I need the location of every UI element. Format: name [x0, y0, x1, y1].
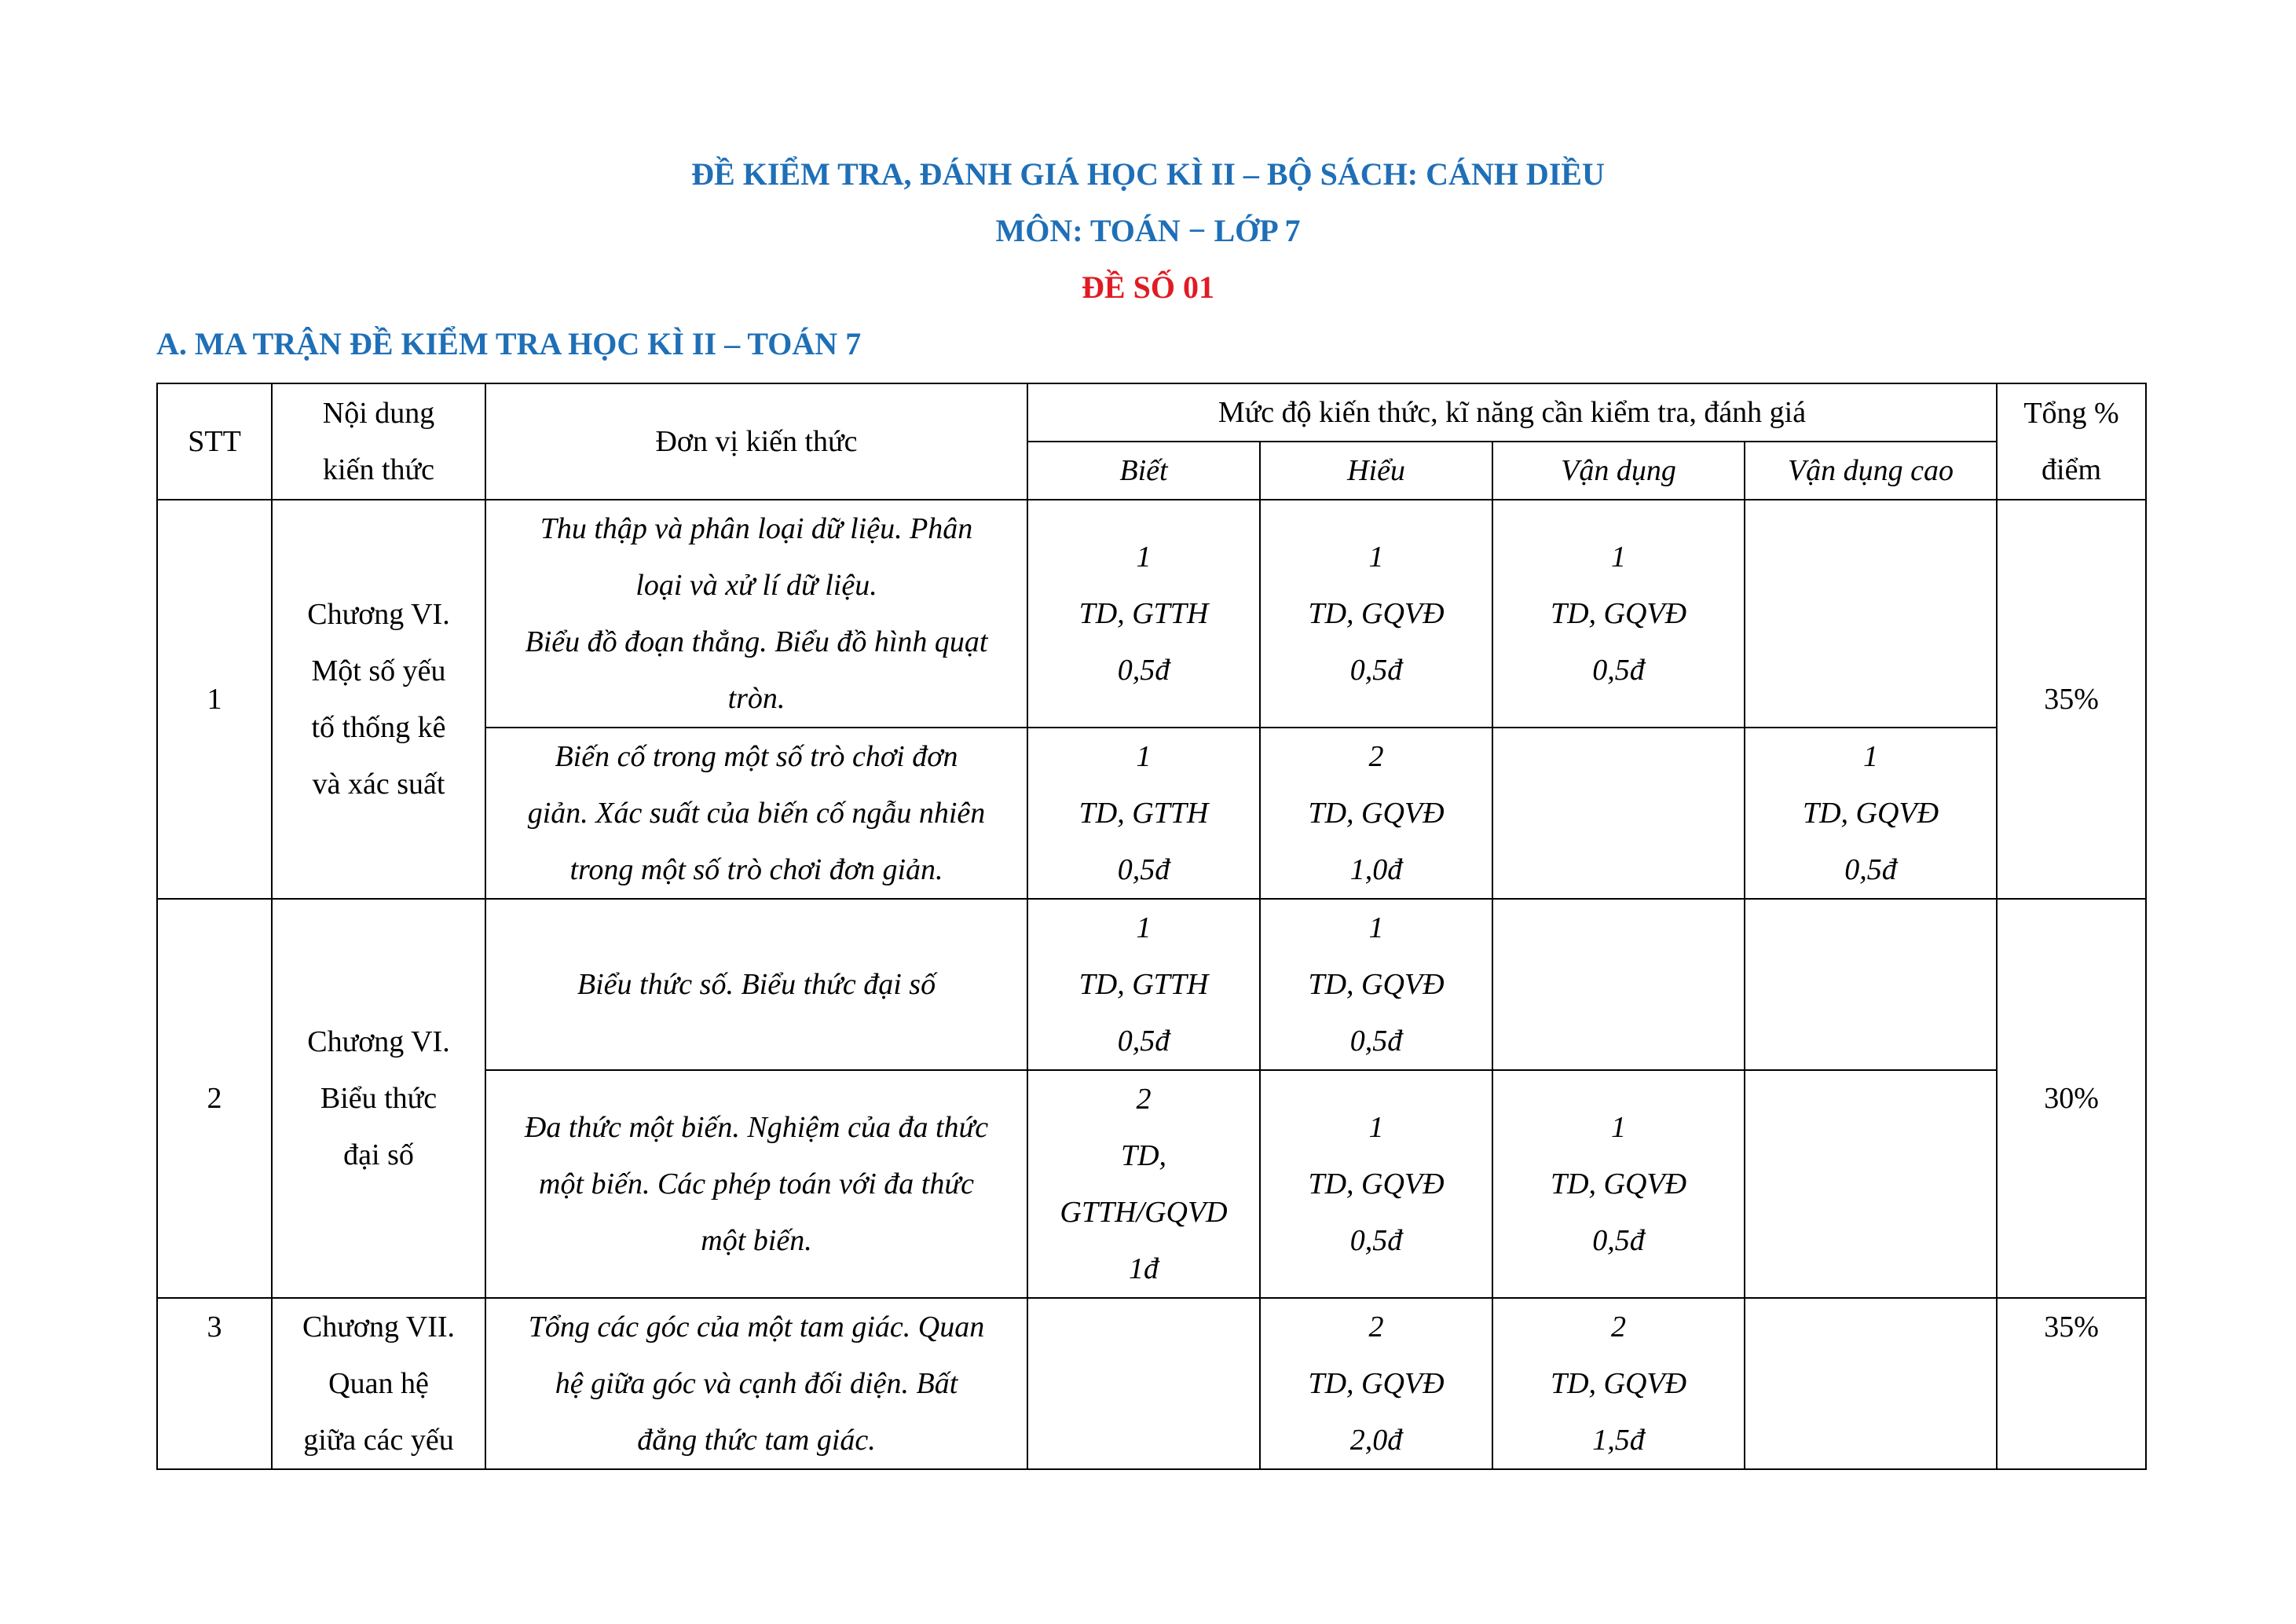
cell-line: hệ giữa góc và cạnh đối diện. Bất — [555, 1367, 958, 1400]
cell-line: 0,5đ — [1117, 853, 1170, 886]
cell-line: đại số — [343, 1138, 414, 1171]
cell-van-dung-cao — [1745, 728, 1997, 899]
cell-line: và xác suất — [312, 768, 445, 801]
cell-line: TD, GQVĐ — [1308, 1367, 1445, 1400]
table-row — [157, 500, 2146, 728]
cell-hieu — [1260, 899, 1492, 1070]
cell-line: 0,5đ — [1349, 654, 1403, 687]
exam-matrix-table — [156, 383, 2147, 1470]
cell-hieu — [1260, 1070, 1492, 1298]
cell-hieu — [1260, 728, 1492, 899]
cell-line: TD, GQVĐ — [1308, 968, 1445, 1001]
cell-line: Biểu thức — [320, 1082, 438, 1115]
header-level-van-dung-cao: Vận dụng cao — [1745, 442, 1997, 500]
header-content-line: kiến thức — [323, 453, 434, 486]
cell-line: loại và xử lí dữ liệu. — [635, 569, 877, 602]
row-content — [272, 1298, 485, 1469]
cell-line: 1 — [1136, 911, 1152, 944]
exam-number: ĐỀ SỐ 01 — [1082, 269, 1214, 305]
cell-line: TD, GQVĐ — [1308, 1168, 1445, 1201]
header-unit: Đơn vị kiến thức — [485, 383, 1027, 500]
cell-van-dung-cao — [1745, 899, 1997, 1070]
cell-hieu — [1260, 500, 1492, 728]
cell-hieu — [1260, 1298, 1492, 1469]
cell-line: Biểu thức số. Biểu thức đại số — [577, 968, 936, 1001]
section-heading: A. MA TRẬN ĐỀ KIỂM TRA HỌC KÌ II – TOÁN 7 — [156, 326, 862, 361]
header-level-group: Mức độ kiến thức, kĩ năng cần kiểm tra, đánh giá — [1027, 383, 1997, 442]
cell-line: 1 — [1611, 1111, 1626, 1144]
cell-line: 2 — [1368, 740, 1384, 773]
table-row — [157, 1298, 2146, 1469]
cell-line: 1 — [1136, 740, 1152, 773]
cell-biet — [1027, 899, 1260, 1070]
cell-line: Tổng các góc của một tam giác. Quan — [528, 1311, 985, 1344]
cell-line: 1 — [1863, 740, 1878, 773]
row-unit — [485, 1298, 1027, 1469]
cell-line: TD, GTTH — [1078, 597, 1209, 630]
header-total — [1997, 383, 2146, 500]
cell-line: TD, GTTH — [1078, 968, 1209, 1001]
cell-line: TD, GQVĐ — [1550, 1168, 1687, 1201]
row-total: 30% — [1997, 899, 2146, 1298]
row-unit — [485, 728, 1027, 899]
cell-line: 0,5đ — [1592, 1224, 1645, 1257]
cell-line: 1 — [1136, 541, 1152, 574]
cell-biet — [1027, 1298, 1260, 1469]
table-row — [157, 899, 2146, 1070]
row-stt: 2 — [157, 899, 272, 1298]
header-content-line: Nội dung — [322, 397, 435, 430]
header-level-hieu: Hiểu — [1260, 442, 1492, 500]
cell-biet — [1027, 500, 1260, 728]
cell-line: TD, GQVĐ — [1308, 797, 1445, 830]
subject-title: MÔN: TOÁN − LỚP 7 — [995, 213, 1301, 248]
cell-van-dung — [1492, 899, 1745, 1070]
cell-line: giữa các yếu — [303, 1424, 454, 1457]
cell-line: TD, GQVĐ — [1308, 597, 1445, 630]
cell-line: TD, GQVĐ — [1550, 1367, 1687, 1400]
cell-line: một biến. Các phép toán với đa thức — [539, 1168, 974, 1201]
cell-line: Biến cố trong một số trò chơi đơn — [555, 740, 958, 773]
cell-line: 0,5đ — [1117, 654, 1170, 687]
row-unit — [485, 500, 1027, 728]
cell-line: 0,5đ — [1117, 1025, 1170, 1058]
cell-line: Đa thức một biến. Nghiệm của đa thức — [524, 1111, 989, 1144]
cell-van-dung-cao — [1745, 1298, 1997, 1469]
row-content — [272, 500, 485, 899]
cell-line: 1đ — [1129, 1252, 1159, 1285]
row-unit — [485, 899, 1027, 1070]
cell-van-dung — [1492, 728, 1745, 899]
cell-line: tố thống kê — [311, 711, 446, 744]
cell-van-dung-cao — [1745, 1070, 1997, 1298]
cell-line: một biến. — [701, 1224, 812, 1257]
cell-line: 0,5đ — [1349, 1224, 1403, 1257]
cell-line: Biểu đồ đoạn thẳng. Biểu đồ hình quạt — [525, 625, 988, 658]
cell-line: 1 — [1368, 1111, 1384, 1144]
cell-line: 2 — [1611, 1311, 1626, 1344]
header-content — [272, 383, 485, 500]
row-unit — [485, 1070, 1027, 1298]
cell-van-dung — [1492, 1298, 1745, 1469]
cell-line: đẳng thức tam giác. — [637, 1424, 876, 1457]
header-level-biet: Biết — [1027, 442, 1260, 500]
header-row — [157, 383, 2146, 442]
cell-line: TD, GTTH — [1078, 797, 1209, 830]
cell-line: 1 — [1368, 911, 1384, 944]
header-stt: STT — [157, 383, 272, 500]
cell-line: tròn. — [727, 682, 785, 715]
cell-line: giản. Xác suất của biến cố ngẫu nhiên — [527, 797, 986, 830]
row-total: 35% — [1997, 500, 2146, 899]
cell-biet — [1027, 728, 1260, 899]
cell-van-dung — [1492, 500, 1745, 728]
exam-title: ĐỀ KIỂM TRA, ĐÁNH GIÁ HỌC KÌ II – BỘ SÁCH: CÁNH DIỀU — [691, 156, 1605, 192]
row-stt: 1 — [157, 500, 272, 899]
cell-line: 2 — [1136, 1083, 1152, 1116]
header-level-van-dung: Vận dụng — [1492, 442, 1745, 500]
cell-line: trong một số trò chơi đơn giản. — [569, 853, 943, 886]
cell-line: TD, GQVĐ — [1550, 597, 1687, 630]
cell-line: Quan hệ — [328, 1367, 429, 1400]
cell-line: 1 — [1368, 541, 1384, 574]
cell-line: Thu thập và phân loại dữ liệu. Phân — [540, 512, 973, 545]
row-content — [272, 899, 485, 1298]
cell-line: 2 — [1368, 1311, 1384, 1344]
row-stt: 3 — [157, 1298, 272, 1469]
cell-line: 1 — [1611, 541, 1626, 574]
cell-van-dung-cao — [1745, 500, 1997, 728]
cell-line: 0,5đ — [1844, 853, 1897, 886]
cell-line: TD, GQVĐ — [1802, 797, 1939, 830]
cell-line: 0,5đ — [1349, 1025, 1403, 1058]
header-total-line: Tổng % — [2023, 397, 2119, 430]
cell-line: GTTH/GQVD — [1060, 1196, 1228, 1229]
cell-biet — [1027, 1070, 1260, 1298]
cell-line: Chương VI. — [307, 1025, 450, 1058]
header-total-line: điểm — [2041, 453, 2101, 486]
cell-line: 1,0đ — [1349, 853, 1403, 886]
cell-line: 1,5đ — [1592, 1424, 1645, 1457]
cell-van-dung — [1492, 1070, 1745, 1298]
cell-line: Chương VII. — [302, 1311, 456, 1344]
cell-line: 2,0đ — [1349, 1424, 1403, 1457]
cell-line: 0,5đ — [1592, 654, 1645, 687]
cell-line: TD, — [1120, 1139, 1167, 1172]
row-total: 35% — [1997, 1298, 2146, 1469]
cell-line: Một số yếu — [311, 654, 446, 687]
cell-line: Chương VI. — [307, 598, 450, 631]
